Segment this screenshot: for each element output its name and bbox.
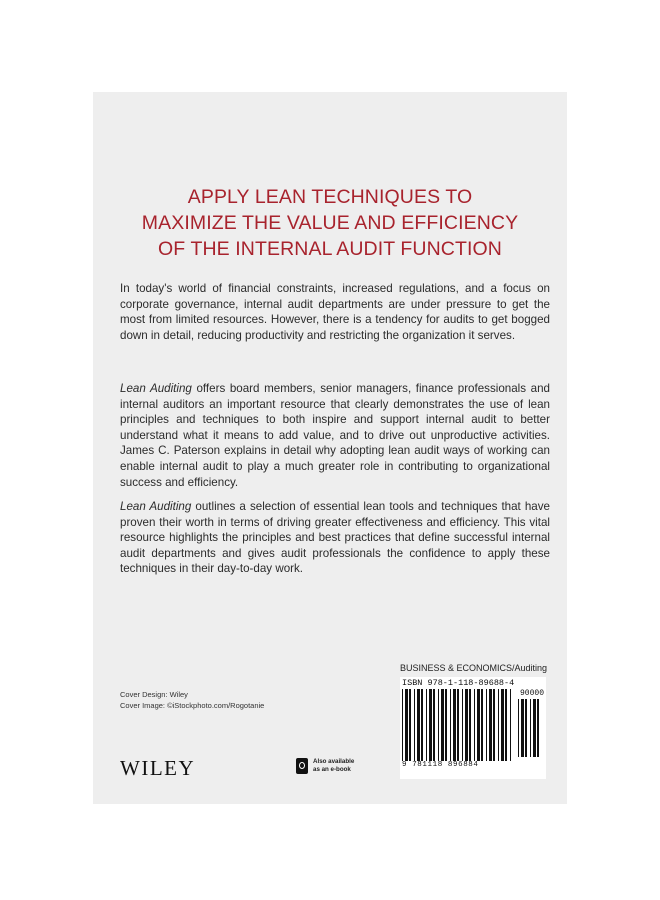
headline-line-2: MAXIMIZE THE VALUE AND EFFICIENCY — [141, 212, 519, 234]
paragraph-tools-text: outlines a selection of essential lean tools and techniques that have proven their worth in terms of driving greater effectiveness and efficiency. This vital resource highlights the principles and best practices that define successful internal audit departments and gives audit professionals the confidence to apply these techniques in their day-to-day work. — [120, 500, 550, 576]
isbn-barcode — [400, 677, 546, 779]
cover-image-credit: Cover Image: ©iStockphoto.com/Rogotanie — [120, 701, 265, 710]
paragraph-overview-text: offers board members, senior managers, finance professionals and internal auditors an important resource that clearly demonstrates the use of lean principles and techniques to both inspire and support internal audit to better understand what it means to add value, and to drive out unproductive activities. James C. Paterson explains in detail why adopting lean audit ways of working can enable internal audit to play a much greater role in contributing to organizational success and efficiency. — [120, 382, 550, 489]
back-cover — [93, 92, 567, 804]
paragraph-intro: In today's world of financial constraints, increased regulations, and a focus on corporate governance, internal audit departments are under pressure to get the most from limited resources. However, there is a tendency for audits to get bogged down in detail, reducing productivity and restricting the organization it serves. — [120, 282, 550, 342]
price-code: 90000 — [520, 689, 545, 698]
ebook-notice — [296, 758, 354, 774]
ebook-icon — [296, 758, 308, 774]
isbn-text: ISBN 978-1-118-89688-4 — [402, 678, 515, 688]
price-barcode-icon — [518, 699, 544, 757]
cover-credits — [120, 689, 264, 711]
cover-design-credit: Cover Design: Wiley — [120, 690, 188, 699]
barcode-digits: 9 781118 896884 — [402, 761, 479, 769]
book-title-italic: Lean Auditing — [120, 382, 192, 395]
barcode-icon — [402, 689, 514, 761]
headline-line-1: APPLY LEAN TECHNIQUES TO — [187, 186, 473, 208]
wiley-logo: WILEY — [120, 756, 196, 780]
ebook-text: Also available as an e-book — [313, 758, 355, 773]
subject-category: BUSINESS & ECONOMICS/Auditing — [400, 663, 548, 673]
paragraph-tools — [120, 499, 550, 577]
cover-headline — [93, 184, 567, 262]
book-title-italic: Lean Auditing — [120, 500, 192, 513]
paragraph-overview — [120, 381, 550, 490]
headline-line-3: OF THE INTERNAL AUDIT FUNCTION — [158, 238, 502, 260]
